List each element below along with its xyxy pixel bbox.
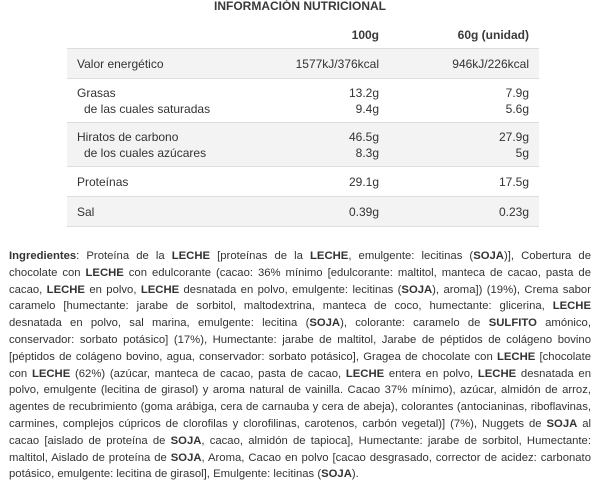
value-100g-cell [237,49,389,79]
ingredients-segment: ). [351,468,359,481]
allergen-highlight: LECHE [345,367,385,380]
ingredients-segment: entera en polvo, [384,367,478,380]
value-per-unit: 27.9g [498,129,529,144]
value-100g: 46.5g [348,129,379,144]
allergen-highlight: SOJA [170,451,202,464]
ingredients-segment: , Aroma, Cacao en polvo [cacao desgrasado, corrector de acidez: carbonato potásico, emulgente: lecitina de girasol], Emulgente: lecitinas ( [9,451,591,481]
allergen-highlight: SOJA [401,283,433,296]
allergen-highlight: LECHE [85,266,124,279]
nutrition-row [67,167,539,197]
nutrient-label: Proteínas [77,174,129,189]
allergen-highlight: LECHE [496,350,536,363]
value-100g: 1577kJ/376kcal [295,56,379,71]
value-100g-cell [237,79,389,123]
ingredients-segment: ), colorante: caramelo de [340,317,489,330]
value-100g-cell [237,197,389,227]
nutrient-label: Grasas [77,85,116,100]
value-100g: 0.39g [348,204,379,219]
header-100g: 100g [237,22,389,49]
value-100g: 29.1g [348,174,379,189]
ingredients-segment: en polvo, [84,283,141,296]
allergen-highlight: LECHE [140,283,180,296]
ingredients-text [9,248,591,483]
nutrient-sublabel: de las cuales saturadas [84,101,211,116]
page-title: INFORMACIÓN NUTRICIONAL [214,0,386,13]
nutrient-label-cell [67,167,237,197]
ingredients-segment: desnatada en polvo, emulgente: lecitinas ( [179,283,402,296]
value-100g: 13.2g [348,85,379,100]
value-per-unit: 5.6g [505,101,529,116]
nutrient-label-cell [67,197,237,227]
ingredients-segment: desnatada en polvo, emulgente (lecitina de girasol) y aroma natural de vainilla. Cacao 37% mínimo), azúcar, almidón de arroz, agentes de recubrimiento (goma arábiga, cera de carnauba y cera de abeja), colorantes (antocianinas, riboflavinas, carmines, complejos cúpricos de clorofilas y clorofilinas, carotenos, carbón vegetal)] (7%), Nuggets de [9,367,591,430]
value-per-unit-cell [389,123,539,167]
allergen-highlight: SOJA [473,250,504,262]
nutrition-row [67,123,539,167]
ingredients-label: Ingredientes [9,250,77,262]
header-per-unit: 60g (unidad) [389,22,539,49]
ingredients-segment: [chocolate con [9,350,591,380]
allergen-highlight: SOJA [546,417,578,430]
ingredients-segment: )], Cobertura de chocolate con [9,250,591,279]
nutrient-label-cell [67,49,237,79]
allergen-highlight: LECHE [171,250,211,262]
allergen-highlight: SOJA [321,468,352,481]
value-per-unit: 7.9g [505,85,529,100]
nutrient-label-cell [67,79,237,123]
allergen-highlight: SOJA [309,317,341,330]
nutrient-label: Valor energético [77,56,164,71]
value-per-unit: 0.23g [498,204,529,219]
value-per-unit-cell [389,167,539,197]
ingredients-segment: amónico, conservador: sorbato potásico] (17%), Humectante: jarabe de maltitol, Jarabe de péptidos de colágeno bovino [péptidos de colágeno bovino, agua, conservador: sorbato potásico], Gragea de chocolate con [9,317,591,363]
value-per-unit-cell [389,49,539,79]
value-100g-cell [237,123,389,167]
value-per-unit: 17.5g [498,174,529,189]
ingredients-segment: con edulcorante (cacao: 36% mínimo [edulcorante: maltitol, manteca de cacao, pasta de cacao, [9,266,591,296]
ingredients-segment: : Proteína de la [76,250,172,262]
allergen-highlight: LECHE [31,367,71,380]
header-label-column [67,22,237,49]
ingredients-segment: [proteínas de la [210,250,311,262]
value-100g-cell [237,167,389,197]
ingredients-segment: ), aroma]) (19%), Crema sabor caramelo [humectante: jarabe de sorbitol, maltodextrina, manteca de coco, humectante: glicerina, [9,283,591,313]
ingredients-segment: desnatada en polvo, sal marina, emulgente: lecitina ( [9,317,310,330]
allergen-highlight: SULFITO [488,317,537,330]
value-100g: 8.3g [355,145,379,160]
nutrient-label-cell [67,123,237,167]
allergen-highlight: LECHE [46,283,85,296]
nutrition-row [67,49,539,79]
allergen-highlight: LECHE [552,300,591,313]
nutrient-label: Hiratos de carbono [77,129,179,144]
value-per-unit: 5g [515,145,529,160]
ingredients-segment: (62%) (azúcar, manteca de cacao, pasta de cacao, [70,367,346,380]
table-header-row [67,22,539,49]
ingredients-segment: , cacao, almidón de tapioca], Humectante: jarabe de sorbitol, Humectante: maltitol, Aislado de proteína de [9,434,591,464]
value-per-unit-cell [389,197,539,227]
value-per-unit: 946kJ/226kcal [452,56,529,71]
allergen-highlight: LECHE [310,250,349,262]
nutrient-label: Sal [77,204,95,219]
ingredients-segment: , emulgente: lecitinas ( [348,250,474,262]
nutrition-table-body [67,49,539,227]
ingredients-segment: al cacao [aislado de proteína de [9,417,591,447]
value-per-unit-cell [389,79,539,123]
nutrient-sublabel: de los cuales azúcares [84,145,207,160]
value-100g: 9.4g [355,101,379,116]
nutrition-row [67,79,539,123]
nutrition-table [67,22,539,227]
nutrition-row [67,197,539,227]
allergen-highlight: SOJA [170,434,202,447]
allergen-highlight: LECHE [477,367,517,380]
